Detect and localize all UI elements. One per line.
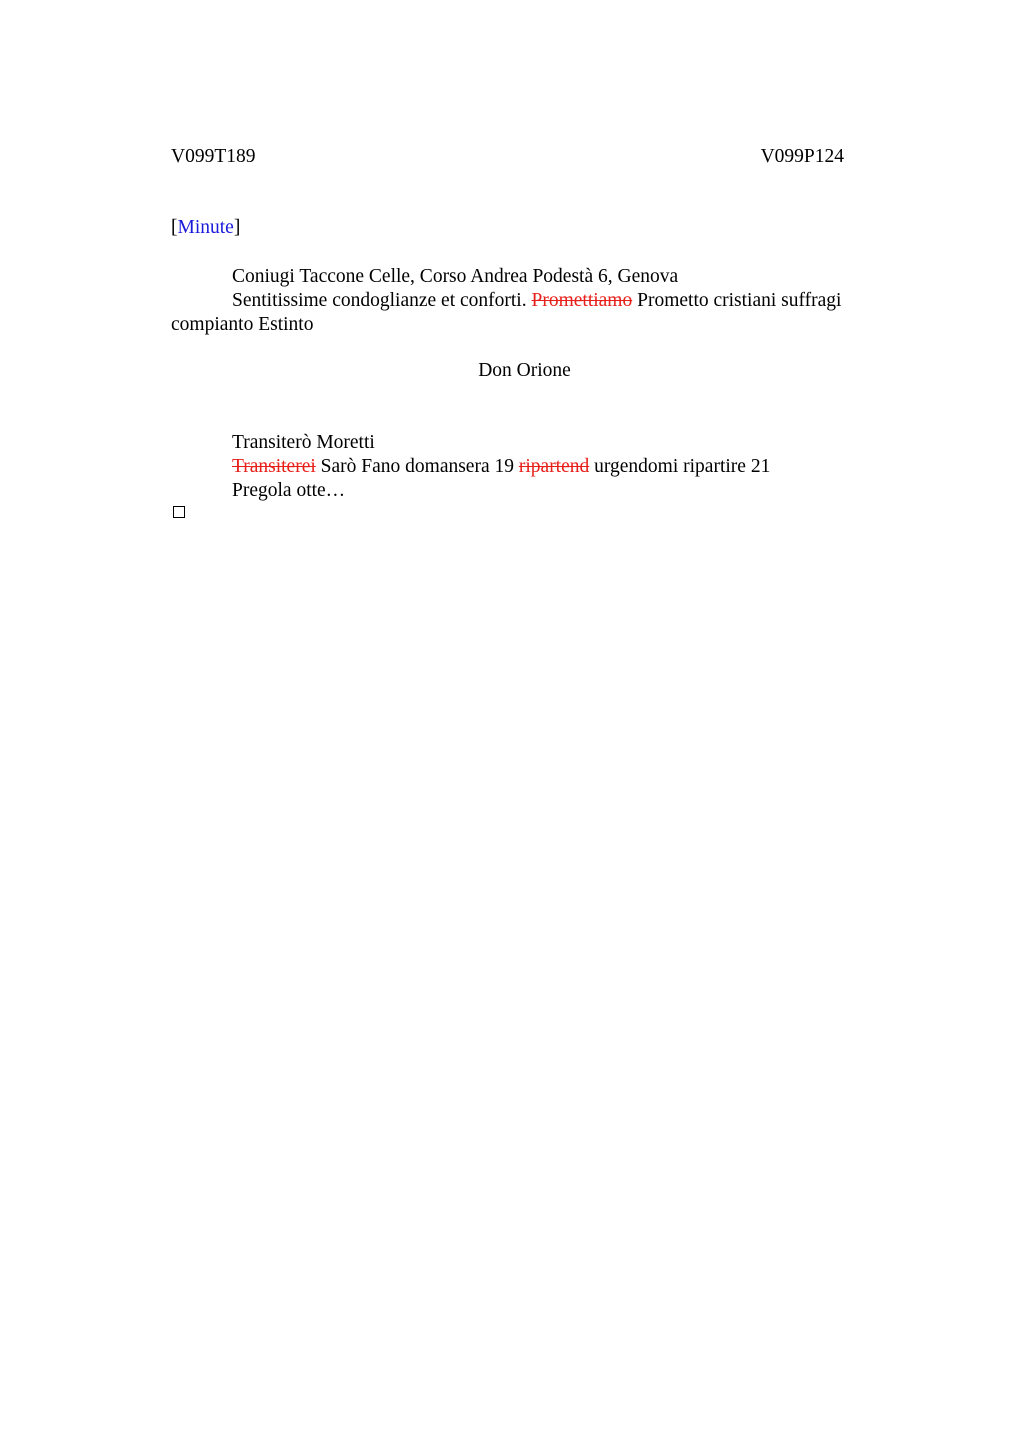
deleted-word-1: Transiterei	[232, 456, 316, 477]
telegram-address: Coniugi Taccone Celle, Corso Andrea Podestà 6, Genova	[232, 266, 679, 287]
telegram-body	[171, 289, 883, 337]
deleted-word: Promettiamo	[531, 290, 633, 311]
left-reference-code: V099T189	[171, 146, 256, 167]
close-bracket: ]	[233, 217, 241, 238]
signature: Don Orione	[478, 360, 571, 381]
body-start-text: Sentitissime condoglianze et conforti.	[232, 290, 527, 311]
document-header	[171, 146, 844, 170]
open-bracket: [	[171, 217, 178, 238]
telegram2-line3: Pregola otte…	[232, 480, 346, 501]
line2-text-1: Sarò Fano domansera 19	[320, 456, 514, 477]
right-reference-code: V099P124	[760, 146, 844, 167]
deleted-word-2: ripartend	[518, 456, 590, 477]
telegram2-line2	[171, 455, 883, 479]
telegram2-line1: Transiterò Moretti	[232, 432, 375, 453]
body-rest-text: Prometto cristiani suffragi compianto Estinto	[171, 290, 842, 335]
minute-link[interactable]: Minute	[177, 217, 234, 238]
section-label	[171, 217, 240, 239]
line2-text-2: urgendomi ripartire 21	[594, 456, 771, 477]
empty-square-icon	[173, 506, 185, 518]
